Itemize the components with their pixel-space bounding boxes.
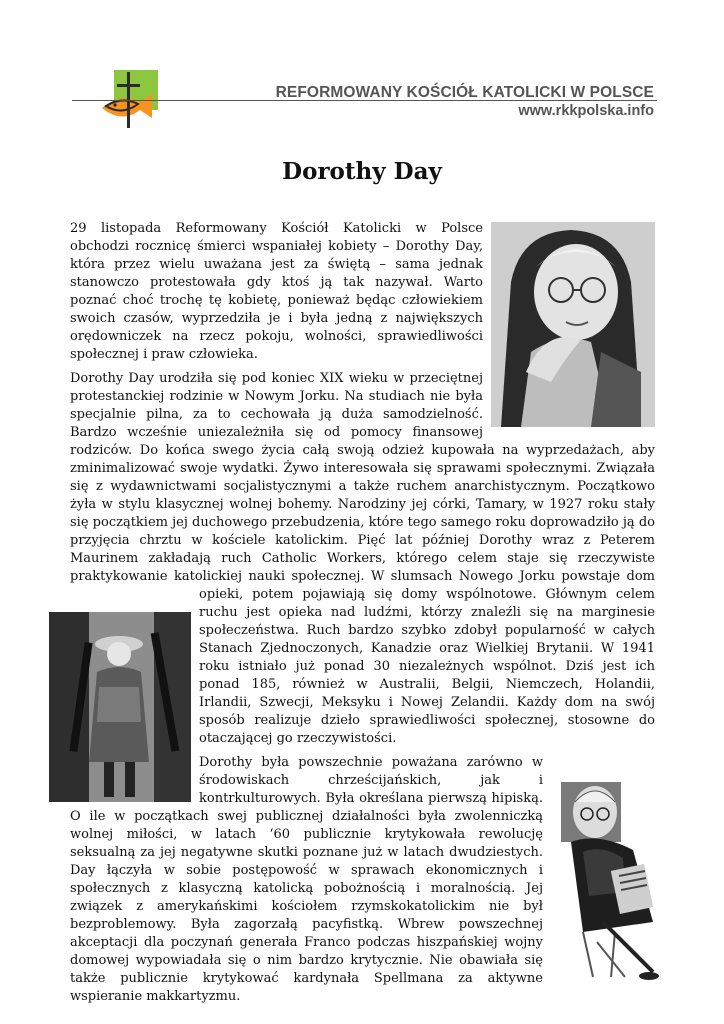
paragraph-legacy: Dorothy była powszechnie poważana zarówno w środowiskach chrześcijańskich, jak i kontrkulturowych. Była określana pierwszą hipiską. O ile w początkach swej publicznej działalności była zwolenniczką wolnej miłości, w latach ‘60 publicznie krytykowała rewolucję seksualną za jej negatywne skutki poznane już w latach dwudziestych. Day łączyła w sobie postępowość w sprawach ekonomicznych i społecznych z klasyczną katolicką pobożnością i moralnością. Jej związek z amerykańskimi kościołem rzymskokatolickim nie był bezproblemowy. Była zagorzałą pacyfistką. Wbrew powszechnej akceptacji dla poczynań generała Franco podczas hiszpańskiej wojny domowej wypowiadała się o nim bardzo krytycznie. Nie obawiała się także publicznie krytykować kardynała Spellmana za aktywne wspieranie makkartyzmu. xyxy=(70,755,543,1004)
cross-fish-logo-icon xyxy=(100,68,162,130)
protest-photo-icon xyxy=(49,612,191,802)
article-body xyxy=(70,220,655,1012)
page-title: Dorothy Day xyxy=(282,158,442,185)
portrait-photo-icon xyxy=(491,222,655,427)
website-link[interactable]: www.rkkpolska.info xyxy=(518,103,654,119)
paragraph-biography: Dorothy Day urodziła się pod koniec XIX wieku w przeciętnej protestanckiej rodzinie w Nowym Jorku. Na studiach nie była specjalnie pilna, za to cechowała ją duża samodzielność. Bardzo wcześnie uniezależniła się od pomocy finansowej rodziców. Do końca swego życia całą swoją odzież kupowała na wyprzedażach, aby zminimalizować swoje wydatki. Żywo interesowała się sprawami społecznymi. Związała się z wydawnictwami socjalistycznymi a także ruchem anarchistycznym. Początkowo żyła w stylu klasycznej wolnej bohemy. Narodziny jej córki, Tamary, w 1927 roku stały się początkiem jej duchowego przebudzenia, które tego samego roku doprowadziło ją do przyjęcia chrztu w kościele katolickim. Pięć lat później Dorothy wraz z Peterem Maurinem zakładają ruch Catholic Workers, którego celem staje się rzeczywiste praktykowanie katolickiej nauki społecznej. W slumsach Nowego Jorku powstaje dom opieki, potem pojawiają się domy wspólnotowe. Głównym celem ruchu jest opieka nad ludźmi, którzy znaleźli się na marginesie społeczeństwa. Ruch bardzo szybko zdobył popularność w całych Stanach Zjednoczonych, Kanadzie oraz Wielkiej Brytanii. W 1941 roku istniało już ponad 30 niezależnych wspólnot. Dziś jest ich ponad 185, również w Australii, Belgii, Niemczech, Holandii, Irlandii, Szwecji, Meksyku i Nowej Zelandii. Każdy dom na swój sposób realizuje dzieło sprawiedliwości społecznej, stosowne do otaczającej go rzeczywistości. xyxy=(70,371,655,746)
paragraph-intro: 29 listopada Reformowany Kościół Katolicki w Polsce obchodzi rocznicę śmierci wspaniałej kobiety – Dorothy Day, która przez wielu uważana jest za świętą – sama jednak stanowczo protestowała gdy ktoś ją tak nazywał. Warto poznać choć trochę tę kobietę, ponieważ będąc człowiekiem swoich czasów, wyprzedziła je i była jedną z największych orędowniczek na rzecz pokoju, wolności, sprawiedliwości społecznej i praw człowieka. xyxy=(70,221,483,362)
organization-name: REFORMOWANY KOŚCIÓŁ KATOLICKI W POLSCE xyxy=(275,84,654,101)
page-header xyxy=(0,0,724,140)
newspaper-portrait-photo-icon xyxy=(553,772,675,984)
